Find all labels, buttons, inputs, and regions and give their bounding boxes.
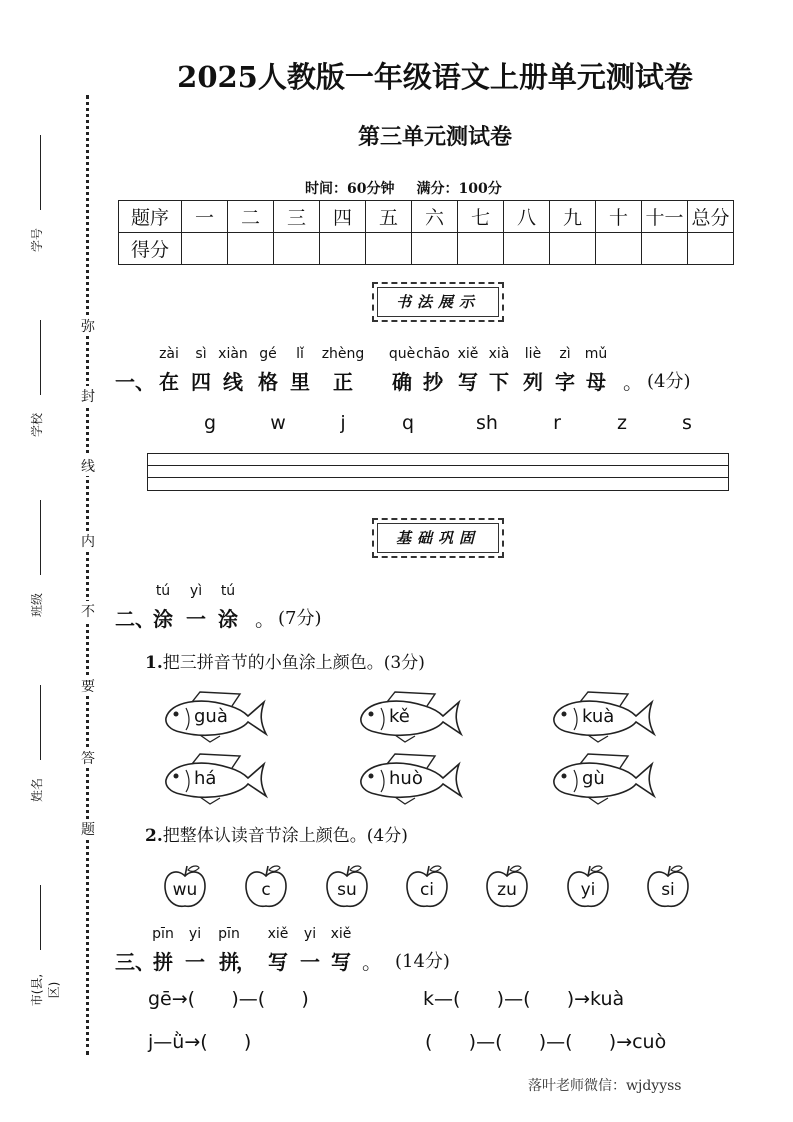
- hanzi: 母: [585, 370, 606, 394]
- spell-exercise-2[interactable]: k—( )—( )→kuà: [423, 988, 625, 1010]
- pinyin: xiě: [457, 346, 479, 362]
- apple-syllable: ci: [419, 880, 435, 900]
- seal-char: 内: [78, 531, 98, 551]
- apple-syllable: yi: [580, 880, 596, 900]
- exam-info: [305, 178, 524, 198]
- score-cell[interactable]: [182, 233, 228, 265]
- hanzi: 写: [330, 950, 351, 974]
- period: 。: [623, 370, 643, 394]
- field-label: 市(县,区): [30, 973, 61, 1007]
- score-cell[interactable]: [596, 233, 642, 265]
- pinyin-char-pair: [159, 346, 179, 395]
- score-cell[interactable]: [688, 233, 734, 265]
- score-cell[interactable]: [320, 233, 366, 265]
- score-row-label: 得分: [119, 233, 182, 265]
- seal-char: 要: [78, 676, 98, 696]
- pinyin-char-pair: [152, 926, 174, 975]
- score-table-header-cell: 六: [412, 201, 458, 233]
- apple-option[interactable]: [405, 864, 449, 910]
- question-number: 一、: [115, 370, 155, 394]
- seal-char: 不: [78, 601, 98, 621]
- field-blank-line[interactable]: [40, 500, 41, 575]
- four-line-grid[interactable]: [147, 453, 729, 491]
- score-table-header-cell: 十一: [642, 201, 688, 233]
- score-cell[interactable]: [228, 233, 274, 265]
- score-cell[interactable]: [412, 233, 458, 265]
- pinyin-char-pair: [258, 346, 278, 395]
- fish-syllable: gù: [582, 768, 605, 789]
- pinyin: xiě: [267, 926, 289, 942]
- pinyin-char-pair: [322, 346, 365, 395]
- letter: sh: [476, 412, 498, 434]
- pinyin-char-pair: [218, 346, 248, 395]
- hanzi: 正: [332, 370, 353, 394]
- seal-char: 线: [78, 456, 98, 476]
- fish-syllable: huò: [389, 768, 423, 789]
- letter: s: [682, 412, 692, 434]
- score-cell[interactable]: [550, 233, 596, 265]
- pinyin: tú: [220, 583, 236, 599]
- pinyin: mǔ: [584, 346, 608, 362]
- field-label: 学校: [30, 413, 44, 438]
- letter: z: [617, 412, 627, 434]
- field-label: 学号: [30, 228, 44, 253]
- score-table-header-cell: 四: [320, 201, 366, 233]
- pinyin: què: [388, 346, 416, 362]
- letter: w: [270, 412, 286, 434]
- seal-line: [86, 95, 89, 1055]
- hanzi: 一: [300, 950, 320, 974]
- hanzi: 在: [159, 370, 179, 394]
- field-label: 姓名: [30, 778, 44, 803]
- section-banner-calligraphy: 书法展示: [372, 282, 504, 322]
- score-table-header-cell: 九: [550, 201, 596, 233]
- apple-syllable: c: [261, 880, 271, 900]
- score-cell[interactable]: [504, 233, 550, 265]
- section-banner-basics: 基础巩固: [372, 518, 504, 558]
- pinyin: chāo: [416, 346, 450, 362]
- fish-option[interactable]: [355, 688, 465, 744]
- apple-option[interactable]: [646, 864, 690, 910]
- fish-option[interactable]: [548, 750, 658, 806]
- pinyin: liè: [524, 346, 542, 362]
- field-blank-line[interactable]: [40, 135, 41, 210]
- pinyin-char-pair: [458, 346, 479, 395]
- pinyin: zài: [159, 346, 179, 362]
- apple-syllable: zu: [497, 880, 517, 900]
- hanzi: 线: [222, 370, 243, 394]
- seal-char: 封: [78, 386, 98, 406]
- pinyin: lǐ: [296, 346, 304, 362]
- hanzi: 写: [267, 950, 288, 974]
- letter: r: [553, 412, 561, 434]
- pinyin-char-pair: [186, 583, 206, 632]
- pinyin-char-pair: [290, 346, 310, 395]
- spell-exercise-1[interactable]: gē→( )—( ): [148, 988, 309, 1010]
- score-table-header-cell: 总分: [688, 201, 734, 233]
- sub-number: 2.: [145, 826, 163, 846]
- score-table-header-cell: 八: [504, 201, 550, 233]
- sub-text: 把整体认读音节涂上颜色。(4分): [162, 826, 408, 846]
- paper-title: 2025人教版一年级语文上册单元测试卷: [177, 60, 693, 94]
- question-score: (4分): [647, 371, 691, 392]
- apple-option[interactable]: [163, 864, 207, 910]
- hanzi: 涂: [153, 607, 173, 631]
- score-table-header-cell: 五: [366, 201, 412, 233]
- score-table-header-cell: 三: [274, 201, 320, 233]
- sub-text: 把三拼音节的小鱼涂上颜色。(3分): [162, 653, 425, 673]
- score-table-header-cell: 十: [596, 201, 642, 233]
- pinyin-char-pair: [191, 346, 211, 395]
- apple-option[interactable]: [566, 864, 610, 910]
- hanzi: 格: [258, 370, 278, 394]
- fish-syllable: kě: [389, 706, 410, 727]
- pinyin-char-pair: [416, 346, 450, 395]
- q2-sub1: [145, 648, 425, 673]
- letter: g: [203, 412, 217, 434]
- fish-syllable: há: [194, 768, 217, 789]
- spell-exercise-4[interactable]: ( )—( )—( )→cuò: [425, 1031, 667, 1053]
- score-table-header-cell: 七: [458, 201, 504, 233]
- seal-char: 答: [78, 748, 98, 768]
- period: 。: [362, 950, 382, 974]
- pinyin-char-pair: [300, 926, 320, 975]
- pinyin: yì: [189, 583, 203, 599]
- pinyin-char-pair: [585, 346, 608, 395]
- footer-contact: 落叶老师微信：wjdyyss: [528, 1078, 682, 1094]
- unit-subtitle: 第三单元测试卷: [357, 124, 512, 150]
- pinyin: tú: [155, 583, 171, 599]
- pinyin-char-pair: [268, 926, 289, 975]
- field-blank-line[interactable]: [40, 320, 41, 395]
- full-score: 满分：100分: [416, 181, 502, 197]
- hanzi: 里: [290, 370, 310, 394]
- pinyin-char-pair: [236, 926, 256, 975]
- question-number: 三、: [115, 950, 155, 974]
- field-blank-line[interactable]: [40, 885, 41, 950]
- score-table: [118, 200, 734, 265]
- score-cell[interactable]: [642, 233, 688, 265]
- pinyin-char-pair: [331, 926, 352, 975]
- pinyin-char-pair: [389, 346, 415, 395]
- pinyin-char-pair: [185, 926, 205, 975]
- pinyin: zì: [559, 346, 571, 362]
- hanzi: 涂: [218, 607, 238, 631]
- apple-syllable: si: [661, 880, 675, 900]
- pinyin-char-pair: [153, 583, 173, 632]
- fish-option[interactable]: [160, 750, 270, 806]
- q2-sub2: [145, 821, 408, 846]
- seal-char: 弥: [78, 316, 98, 336]
- pinyin: xiě: [330, 926, 352, 942]
- field-blank-line[interactable]: [40, 685, 41, 760]
- hanzi: 下: [488, 370, 509, 394]
- pinyin: [236, 926, 256, 946]
- score-cell[interactable]: [458, 233, 504, 265]
- fish-syllable: guà: [194, 706, 228, 727]
- pinyin: xià: [488, 346, 510, 362]
- pinyin: sì: [195, 346, 207, 362]
- question-number: 二、: [115, 607, 155, 631]
- pinyin: xiàn: [218, 346, 248, 362]
- pinyin: yi: [303, 926, 317, 942]
- hanzi: 列: [523, 370, 543, 394]
- score-table-header-cell: 二: [228, 201, 274, 233]
- hanzi: 字: [555, 370, 575, 394]
- hanzi: 拼: [153, 950, 173, 974]
- hanzi: 确: [392, 370, 412, 394]
- apple-syllable: su: [337, 880, 357, 900]
- fish-option[interactable]: [548, 688, 658, 744]
- score-cell[interactable]: [274, 233, 320, 265]
- apple-option[interactable]: [485, 864, 529, 910]
- pinyin: zhèng: [321, 346, 365, 362]
- hanzi: 四: [191, 370, 211, 394]
- sub-number: 1.: [145, 653, 163, 673]
- field-label: 班级: [30, 593, 44, 618]
- hanzi: 一: [185, 950, 205, 974]
- score-cell[interactable]: [366, 233, 412, 265]
- apple-syllable: wu: [172, 880, 198, 900]
- spell-exercise-3[interactable]: j—ǜ→( ): [148, 1031, 252, 1053]
- score-table-score-row: [119, 233, 734, 265]
- pinyin: gé: [259, 346, 277, 362]
- pinyin-char-pair: [489, 346, 510, 395]
- pinyin: yi: [188, 926, 202, 942]
- seal-char: 题: [78, 819, 98, 839]
- fish-option[interactable]: [355, 750, 465, 806]
- score-table-header-cell: 题序: [119, 201, 182, 233]
- pinyin: pīn: [152, 926, 174, 942]
- pinyin: pīn: [218, 926, 240, 942]
- pinyin-char-pair: [555, 346, 575, 395]
- fish-icon: [355, 688, 465, 744]
- hanzi: ，: [236, 950, 256, 974]
- question-score: (14分): [395, 951, 450, 972]
- hanzi: 抄: [423, 370, 443, 394]
- pinyin-char-pair: [523, 346, 543, 395]
- hanzi: 写: [457, 370, 478, 394]
- time-limit: 时间：60分钟: [305, 181, 395, 197]
- pinyin-char-pair: [218, 583, 238, 632]
- fish-syllable: kuà: [582, 706, 615, 727]
- letter: j: [340, 412, 346, 434]
- period: 。: [255, 607, 275, 631]
- score-table-header-row: [119, 201, 734, 233]
- score-table-header-cell: 一: [182, 201, 228, 233]
- hanzi: 拼: [219, 950, 239, 974]
- apple-option[interactable]: [325, 864, 369, 910]
- question-score: (7分): [278, 608, 322, 629]
- hanzi: 一: [186, 607, 206, 631]
- apple-option[interactable]: [244, 864, 288, 910]
- fish-option[interactable]: [160, 688, 270, 744]
- letter: q: [401, 412, 415, 434]
